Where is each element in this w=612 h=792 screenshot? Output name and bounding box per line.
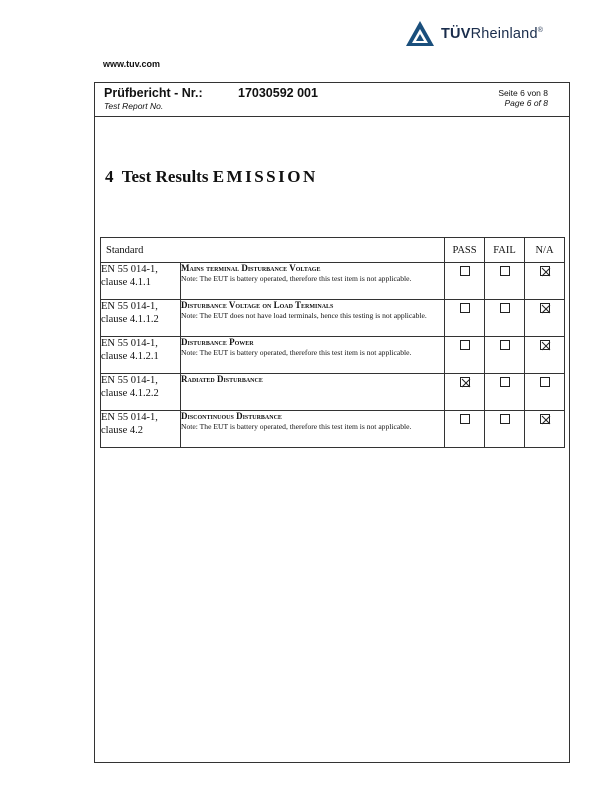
website-url: www.tuv.com <box>103 59 161 69</box>
report-header <box>95 83 569 117</box>
section-title-b: EMISSION <box>212 167 318 186</box>
pass-checkbox[interactable] <box>460 303 470 313</box>
checked-cross-icon <box>541 341 551 351</box>
section-title-a: Test Results <box>121 167 209 186</box>
pass-cell <box>445 411 485 448</box>
fail-cell <box>485 337 525 374</box>
table-row <box>101 411 565 448</box>
header-pass: PASS <box>445 238 485 263</box>
fail-cell <box>485 411 525 448</box>
logo-brand-rest: Rheinland <box>470 26 538 42</box>
description-cell <box>181 300 445 337</box>
description-cell <box>181 411 445 448</box>
page-indicator-de: Seite 6 von 8 <box>498 88 548 98</box>
na-checkbox[interactable] <box>540 340 550 350</box>
na-cell <box>525 411 565 448</box>
checked-cross-icon <box>541 267 551 277</box>
pass-checkbox[interactable] <box>460 266 470 276</box>
pass-cell <box>445 374 485 411</box>
test-title: Discontinuous Disturbance <box>181 411 282 421</box>
standard-line2: clause 4.1.1.2 <box>101 314 159 325</box>
report-number: 17030592 001 <box>238 86 318 100</box>
standard-cell <box>101 263 181 300</box>
pass-checkbox[interactable] <box>460 414 470 424</box>
table-row <box>101 337 565 374</box>
standard-line1: EN 55 014-1, <box>101 412 158 423</box>
na-checkbox[interactable] <box>540 414 550 424</box>
test-note: Note: The EUT is battery operated, therefore this test item is not applicable. <box>181 274 412 283</box>
na-cell <box>525 374 565 411</box>
fail-cell <box>485 300 525 337</box>
header-fail: FAIL <box>485 238 525 263</box>
standard-cell <box>101 337 181 374</box>
na-cell <box>525 263 565 300</box>
fail-checkbox[interactable] <box>500 414 510 424</box>
test-note: Note: The EUT does not have load terminals, hence this testing is not applicable. <box>181 311 427 320</box>
test-title: Disturbance Power <box>181 337 254 347</box>
checked-cross-icon <box>461 378 471 388</box>
pass-checkbox[interactable] <box>460 377 470 387</box>
report-label: Prüfbericht - Nr.: <box>104 86 203 100</box>
standard-cell <box>101 300 181 337</box>
na-checkbox[interactable] <box>540 266 550 276</box>
na-cell <box>525 300 565 337</box>
fail-checkbox[interactable] <box>500 266 510 276</box>
standard-line2: clause 4.1.1 <box>101 277 151 288</box>
standard-line1: EN 55 014-1, <box>101 264 158 275</box>
report-label-en: Test Report No. <box>104 101 164 111</box>
test-title: Disturbance Voltage on Load Terminals <box>181 300 334 310</box>
triangle-logo-icon <box>404 19 436 49</box>
fail-checkbox[interactable] <box>500 377 510 387</box>
checked-cross-icon <box>541 415 551 425</box>
standard-line1: EN 55 014-1, <box>101 301 158 312</box>
section-number: 4 <box>105 167 114 186</box>
description-cell <box>181 374 445 411</box>
pass-cell <box>445 337 485 374</box>
na-cell <box>525 337 565 374</box>
logo-brand-bold: TÜV <box>441 26 471 42</box>
header-na: N/A <box>525 238 565 263</box>
table-row <box>101 374 565 411</box>
description-cell <box>181 337 445 374</box>
standard-line2: clause 4.1.2.2 <box>101 388 159 399</box>
test-note: Note: The EUT is battery operated, therefore this test item is not applicable. <box>181 348 412 357</box>
test-note: Note: The EUT is battery operated, therefore this test item is not applicable. <box>181 422 412 431</box>
na-checkbox[interactable] <box>540 303 550 313</box>
pass-checkbox[interactable] <box>460 340 470 350</box>
checked-cross-icon <box>541 304 551 314</box>
standard-cell <box>101 411 181 448</box>
na-checkbox[interactable] <box>540 377 550 387</box>
description-cell <box>181 263 445 300</box>
standard-line2: clause 4.2 <box>101 425 143 436</box>
page-frame <box>94 82 570 763</box>
pass-cell <box>445 263 485 300</box>
tuv-rheinland-logo <box>404 19 584 49</box>
logo-registered: ® <box>537 27 544 34</box>
section-title <box>105 167 318 187</box>
test-title: Mains terminal Disturbance Voltage <box>181 263 321 273</box>
fail-cell <box>485 374 525 411</box>
test-title: Radiated Disturbance <box>181 374 263 384</box>
standard-line1: EN 55 014-1, <box>101 375 158 386</box>
page-indicator-en: Page 6 of 8 <box>504 98 548 108</box>
fail-checkbox[interactable] <box>500 303 510 313</box>
standard-cell <box>101 374 181 411</box>
header-standard: Standard <box>101 238 445 263</box>
fail-checkbox[interactable] <box>500 340 510 350</box>
results-table <box>100 237 565 448</box>
table-row <box>101 300 565 337</box>
fail-cell <box>485 263 525 300</box>
standard-line2: clause 4.1.2.1 <box>101 351 159 362</box>
table-header-row <box>101 238 565 263</box>
logo-wordmark <box>441 26 543 42</box>
standard-line1: EN 55 014-1, <box>101 338 158 349</box>
table-row <box>101 263 565 300</box>
pass-cell <box>445 300 485 337</box>
